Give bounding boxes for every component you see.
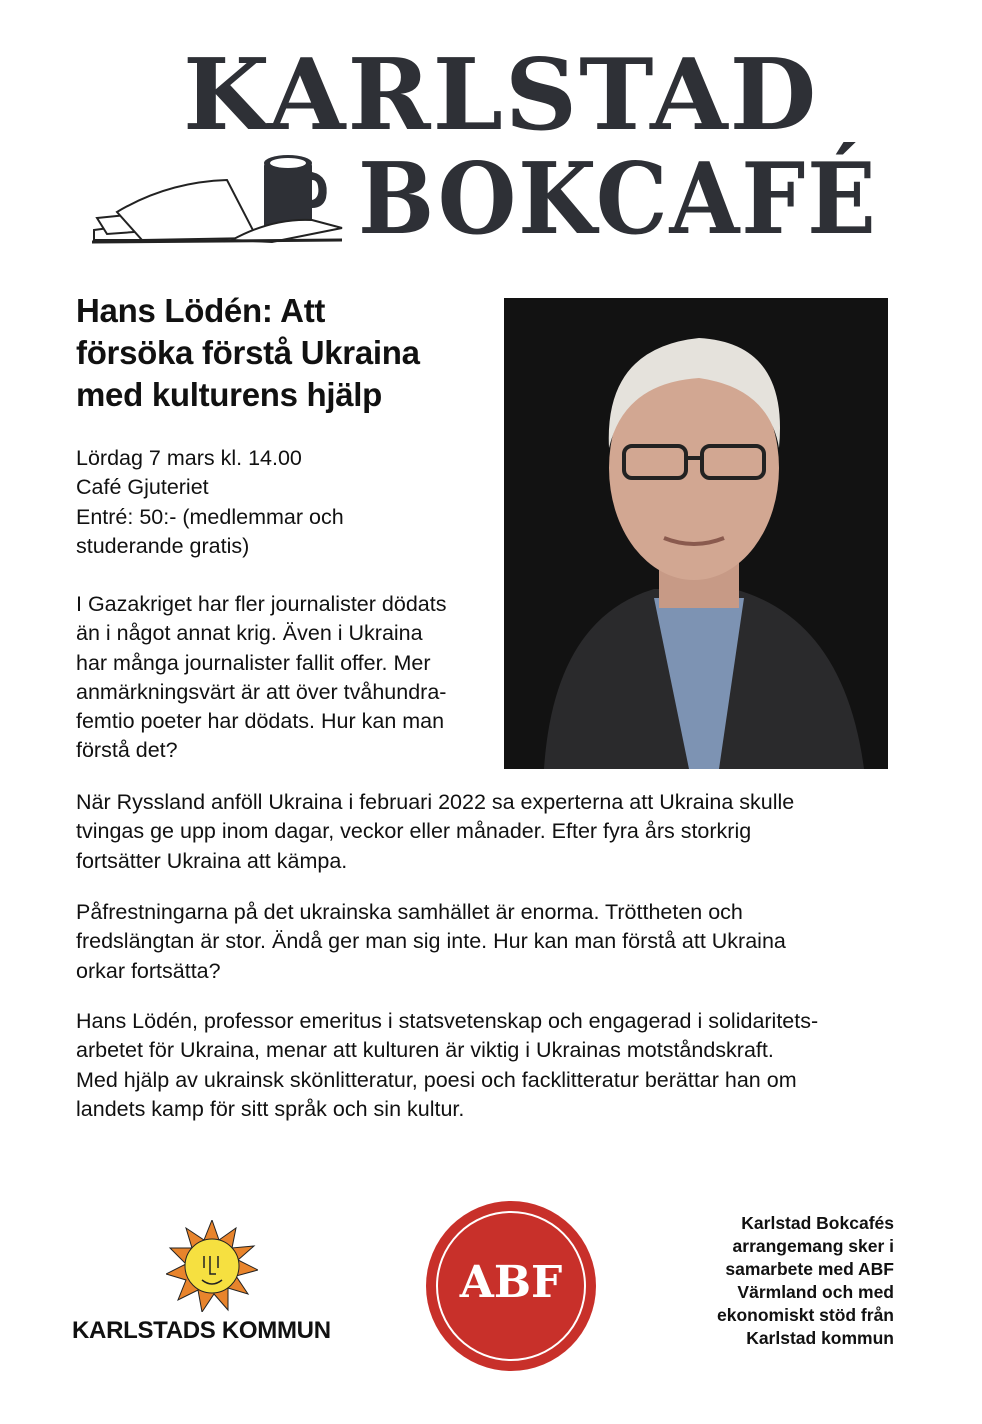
text-line: När Ryssland anföll Ukraina i februari 2022 sa experterna att Ukraina skulle bbox=[76, 790, 795, 814]
logo-bokcafe: BOKCAFÉ bbox=[358, 142, 878, 257]
sponsor-credit bbox=[717, 1212, 894, 1350]
text-line: Värmland och med bbox=[737, 1282, 894, 1302]
event-venue: Café Gjuteriet bbox=[76, 475, 209, 500]
abf-label: ABF bbox=[459, 1257, 563, 1308]
karlstads-kommun-logo-text: KARLSTADS KOMMUN bbox=[72, 1317, 331, 1344]
text-line: än i något annat krig. Även i Ukraina bbox=[76, 621, 423, 646]
title-line: försöka förstå Ukraina bbox=[76, 334, 420, 371]
text-line: Karlstad kommun bbox=[746, 1328, 894, 1348]
text-line: I Gazakriget har fler journalister dödats bbox=[76, 592, 447, 616]
text-line: arrangemang sker i bbox=[732, 1236, 894, 1256]
text-line: samarbete med ABF bbox=[725, 1259, 894, 1279]
event-price: Entré: 50:- (medlemmar och bbox=[76, 504, 344, 529]
text-line: arbetet för Ukraina, menar att kulturen är viktig i Ukrainas motståndskraft. bbox=[76, 1038, 774, 1063]
paragraph-2 bbox=[76, 788, 794, 876]
paragraph-1 bbox=[76, 590, 446, 766]
event-date: Lördag 7 mars kl. 14.00 bbox=[76, 446, 302, 470]
text-line: förstå det? bbox=[76, 738, 178, 763]
title-line: Hans Lödén: Att bbox=[76, 292, 326, 329]
text-line: Karlstad Bokcafés bbox=[741, 1213, 894, 1233]
abf-logo bbox=[426, 1201, 596, 1371]
event-title bbox=[76, 290, 420, 416]
logo-karlstad: KARLSTAD bbox=[183, 38, 819, 153]
paragraph-4 bbox=[76, 1007, 818, 1124]
text-line: Påfrestningarna på det ukrainska samhället är enorma. Tröttheten och bbox=[76, 900, 743, 924]
sun-logo-icon bbox=[166, 1220, 258, 1312]
paragraph-3 bbox=[76, 898, 786, 986]
text-line: tvingas ge upp inom dagar, veckor eller månader. Efter fyra års storkrig bbox=[76, 819, 752, 844]
text-line: fortsätter Ukraina att kämpa. bbox=[76, 848, 348, 873]
event-info bbox=[76, 444, 344, 561]
text-line: anmärkningsvärt är att över tvåhundra- bbox=[76, 679, 447, 704]
text-line: femtio poeter har dödats. Hur kan man bbox=[76, 709, 445, 734]
event-price-note: studerande gratis) bbox=[76, 533, 250, 558]
text-line: orkar fortsätta? bbox=[76, 958, 221, 983]
text-line: fredslängtan är stor. Ändå ger man sig inte. Hur kan man förstå att Ukraina bbox=[76, 929, 786, 954]
title-line: med kulturens hjälp bbox=[76, 376, 383, 413]
text-line: landets kamp för sitt språk och sin kultur. bbox=[76, 1096, 465, 1121]
text-line: Hans Lödén, professor emeritus i statsvetenskap och engagerad i solidaritets- bbox=[76, 1009, 819, 1033]
book-and-mug-icon bbox=[92, 150, 352, 250]
speaker-photo bbox=[504, 298, 888, 769]
text-line: Med hjälp av ukrainsk skönlitteratur, poesi och facklitteratur berättar han om bbox=[76, 1067, 797, 1092]
text-line: har många journalister fallit offer. Mer bbox=[76, 650, 431, 675]
text-line: ekonomiskt stöd från bbox=[717, 1305, 894, 1325]
